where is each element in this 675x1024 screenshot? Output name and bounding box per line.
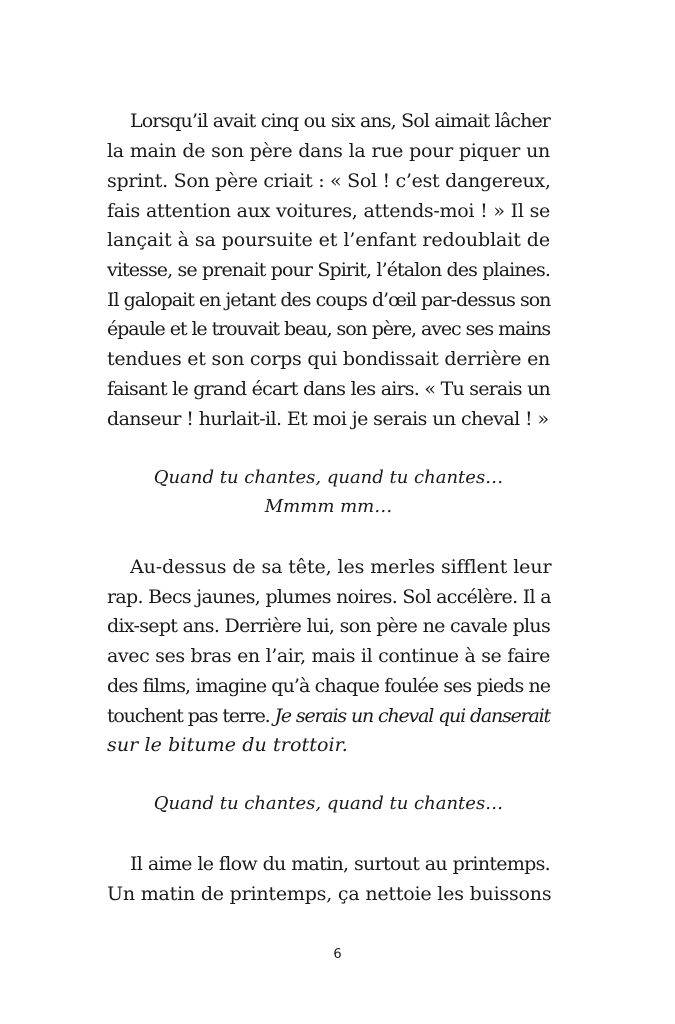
paragraph-1-line-10: faisant le grand écart dans les airs. « Tu serais un: [107, 378, 550, 400]
paragraph-2-line-4: avec ses bras en l’air, mais il continue à se faire: [107, 645, 550, 667]
paragraph-1-line-6: vitesse, se prenait pour Spirit, l’étalon des plaines.: [107, 259, 550, 281]
paragraph-2-line-3: dix-sept ans. Derrière lui, son père ne cavale plus: [107, 615, 550, 637]
paragraph-3-line-2: Un matin de printemps, ça nettoie les buissons: [107, 883, 552, 905]
paragraph-3-line-1: Il aime le flow du matin, surtout au printemps.: [130, 853, 550, 875]
verse-1-line-2: Mmmm mm…: [264, 496, 393, 517]
paragraph-1-line-9: tendues et son corps qui bondissait derrière en: [107, 348, 550, 370]
paragraph-1-line-11: danseur ! hurlait-il. Et moi je serais un cheval ! »: [107, 408, 549, 430]
paragraph-2-line-6-roman: touchent pas terre.: [107, 705, 275, 727]
paragraph-1-line-1: Lorsqu’il avait cinq ou six ans, Sol aimait lâcher: [130, 110, 550, 132]
paragraph-2-line-6: [107, 701, 550, 731]
paragraph-2-line-7: [107, 730, 550, 760]
paragraph-2-line-2: rap. Becs jaunes, plumes noires. Sol accélère. Il a: [107, 586, 551, 608]
verse-2-line-1: Quand tu chantes, quand tu chantes…: [153, 793, 504, 814]
paragraph-2-line-7-italic: sur le bitume du trottoir.: [107, 734, 348, 756]
paragraph-1-line-3: sprint. Son père criait : « Sol ! c’est dangereux,: [107, 170, 551, 192]
paragraph-1-line-8: épaule et le trouvait beau, son père, avec ses mains: [107, 318, 550, 340]
paragraph-1-line-4: fais attention aux voitures, attends-moi ! » Il se: [107, 200, 550, 222]
paragraph-2-line-6-italic: Je serais un cheval qui danserait: [274, 705, 550, 727]
paragraph-1-line-5: lançait à sa poursuite et l’enfant redoublait de: [107, 229, 550, 251]
page-number: 6: [333, 947, 342, 962]
paragraph-1-line-2: la main de son père dans la rue pour piquer un: [107, 140, 550, 162]
paragraph-1-line-7: Il galopait en jetant des coups d’œil par-dessus son: [107, 289, 551, 311]
paragraph-2-line-5: des films, imagine qu’à chaque foulée ses pieds ne: [107, 675, 551, 697]
paragraph-2-line-1: Au-dessus de sa tête, les merles sifflent leur: [130, 556, 552, 578]
verse-1-line-1: Quand tu chantes, quand tu chantes…: [153, 467, 504, 488]
